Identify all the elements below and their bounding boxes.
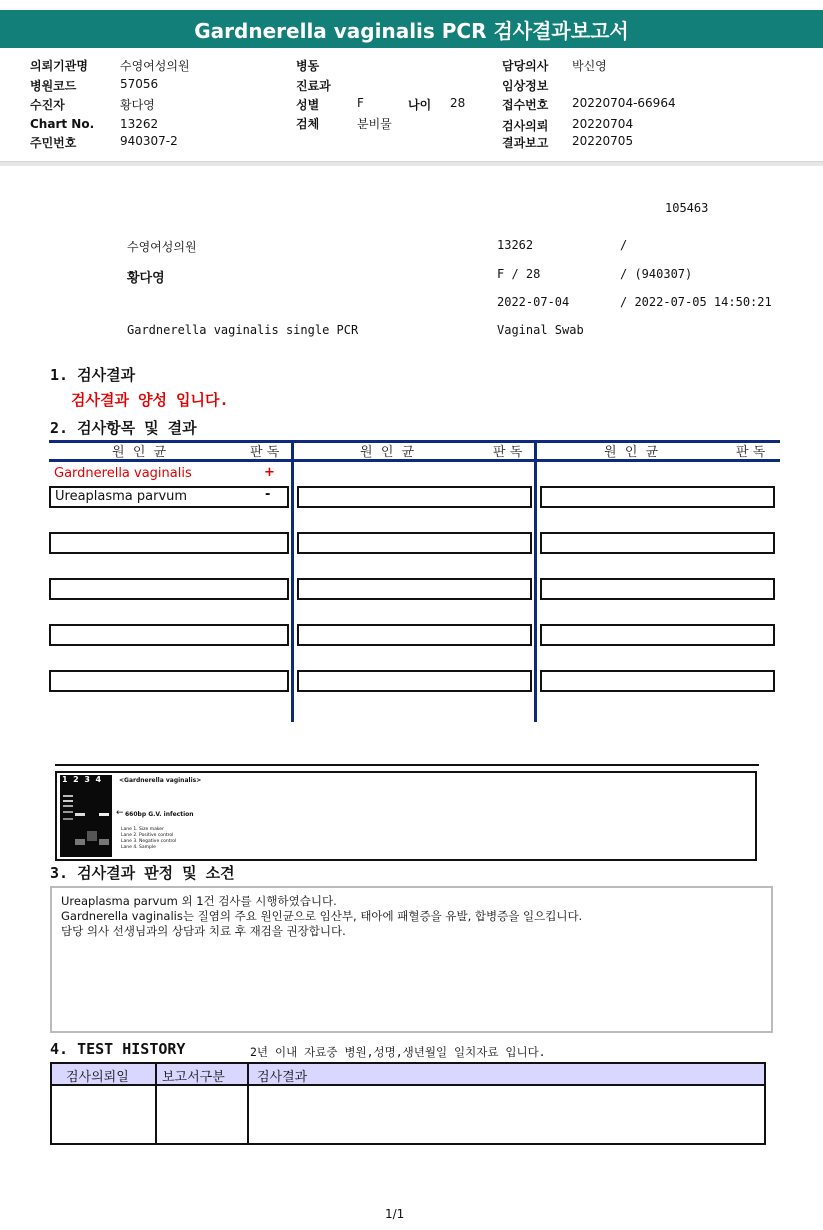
result-cell	[49, 624, 289, 646]
info-value: 수영여성의원	[120, 59, 190, 73]
history-header	[52, 1064, 764, 1086]
gel-top-line	[55, 764, 759, 766]
result-cell	[49, 670, 289, 692]
primer-glow	[87, 831, 97, 841]
primer-glow	[75, 839, 85, 845]
result-cell	[540, 624, 775, 646]
birth-date: / (940307)	[620, 267, 693, 281]
info-label: Chart No.	[30, 117, 95, 131]
report-time: / 2022-07-05 14:50:21	[620, 295, 772, 309]
column-divider	[291, 440, 294, 722]
info-label: 병원코드	[30, 79, 77, 93]
patient-name: 황다영	[127, 271, 165, 286]
ladder-band	[63, 811, 73, 813]
history-col-line	[155, 1064, 157, 1143]
request-date: 2022-07-04	[497, 295, 570, 309]
judgement-value: +	[264, 465, 275, 480]
result-statement: 검사결과 양성 입니다.	[71, 391, 229, 409]
history-col-request-date: 검사의뢰일	[66, 1070, 129, 1085]
organism-name: Ureaplasma parvum	[55, 489, 188, 504]
result-cell	[297, 532, 532, 554]
section2-title: 2. 검사항목 및 결과	[50, 419, 197, 437]
chart-number: 13262	[497, 238, 534, 252]
result-cell	[49, 532, 289, 554]
result-cell	[540, 670, 775, 692]
info-value: F	[357, 96, 364, 110]
gel-band	[75, 813, 85, 816]
result-cell	[297, 670, 532, 692]
specimen: Vaginal Swab	[497, 323, 584, 337]
page-number: 1/1	[385, 1207, 405, 1221]
report-title: Gardnerella vaginalis PCR 검사결과보고서	[0, 10, 823, 48]
gel-band	[99, 813, 109, 816]
opinion-box	[50, 886, 773, 1033]
test-name: Gardnerella vaginalis single PCR	[127, 323, 359, 337]
section4-title: 4. TEST HISTORY	[50, 1040, 186, 1058]
separator: /	[620, 238, 628, 252]
clinic-name: 수영여성의원	[127, 240, 197, 254]
result-cell	[540, 578, 775, 600]
info-value: 13262	[120, 117, 159, 131]
info-value: 20220705	[572, 134, 634, 148]
info-value: 분비물	[357, 117, 392, 131]
ladder-band	[63, 800, 73, 802]
section3-title: 3. 검사결과 판정 및 소견	[50, 864, 235, 882]
info-value: 940307-2	[120, 134, 178, 148]
history-col-line	[247, 1064, 249, 1143]
info-label: 성별	[296, 98, 320, 112]
info-label: 나이	[408, 98, 432, 112]
info-value: 20220704	[572, 117, 634, 131]
info-label: 진료과	[296, 79, 331, 93]
col-organism-header: 원 인 균	[360, 445, 415, 460]
info-value: 20220704-66964	[572, 96, 676, 110]
history-col-report-type: 보고서구분	[162, 1070, 225, 1085]
history-note: 2년 이내 자료중 병원,성명,생년월일 일치자료 입니다.	[250, 1045, 546, 1059]
info-label: 담당의사	[502, 59, 549, 73]
col-organism-header: 원 인 균	[112, 445, 167, 460]
primer-glow	[99, 839, 109, 845]
info-label: 접수번호	[502, 98, 549, 112]
col-judgement-header: 판 독	[250, 445, 280, 460]
judgement-value: -	[265, 487, 271, 502]
info-label: 검사의뢰	[502, 119, 549, 133]
info-label: 의뢰기관명	[30, 59, 88, 73]
info-value: 박신영	[572, 59, 607, 73]
ladder-band	[63, 805, 73, 807]
result-cell	[540, 532, 775, 554]
result-cell	[49, 578, 289, 600]
info-label: 주민번호	[30, 136, 77, 150]
info-label: 임상정보	[502, 79, 549, 93]
opinion-line: Ureaplasma parvum 외 1건 검사를 시행하였습니다.	[61, 894, 337, 908]
gel-legend: Lane 1. Size maker Lane 2. Positive control Lane 3. Negative control Lane 4. Sample	[121, 827, 177, 850]
column-divider	[534, 440, 537, 722]
col-judgement-header: 판 독	[493, 445, 523, 460]
band-label: 660bp G.V. infection	[125, 811, 194, 818]
result-cell	[540, 486, 775, 508]
opinion-line: Gardnerella vaginalis는 질염의 주요 원인균으로 임산부, 태아에 패혈증을 유발, 합병증을 일으킵니다.	[61, 909, 583, 923]
section1-title: 1. 검사결과	[50, 366, 136, 384]
info-label: 검체	[296, 117, 320, 131]
info-value: 28	[450, 96, 466, 110]
info-label: 병동	[296, 59, 320, 73]
result-cell	[297, 578, 532, 600]
header-divider	[0, 161, 823, 166]
info-value: 57056	[120, 77, 159, 91]
history-table	[50, 1062, 766, 1145]
sex-age: F / 28	[497, 267, 541, 281]
report-code: 105463	[665, 201, 709, 215]
ladder-band	[63, 795, 73, 797]
info-label: 수진자	[30, 98, 65, 112]
info-value: 황다영	[120, 98, 155, 112]
col-organism-header: 원 인 균	[604, 445, 659, 460]
result-cell	[297, 486, 532, 508]
ladder-band	[63, 818, 73, 820]
history-col-result: 검사결과	[257, 1070, 308, 1085]
lane-numbers: 1 2 3 4	[62, 775, 102, 784]
gel-panel	[55, 771, 757, 861]
gel-title: <Gardnerella vaginalis>	[119, 777, 202, 784]
result-cell	[297, 624, 532, 646]
organism-name: Gardnerella vaginalis	[54, 466, 192, 481]
opinion-line: 담당 의사 선생님과의 상담과 치료 후 재검을 권장합니다.	[61, 924, 346, 938]
col-judgement-header: 판 독	[736, 445, 766, 460]
info-label: 결과보고	[502, 136, 549, 150]
arrow-icon: ←	[116, 808, 124, 818]
